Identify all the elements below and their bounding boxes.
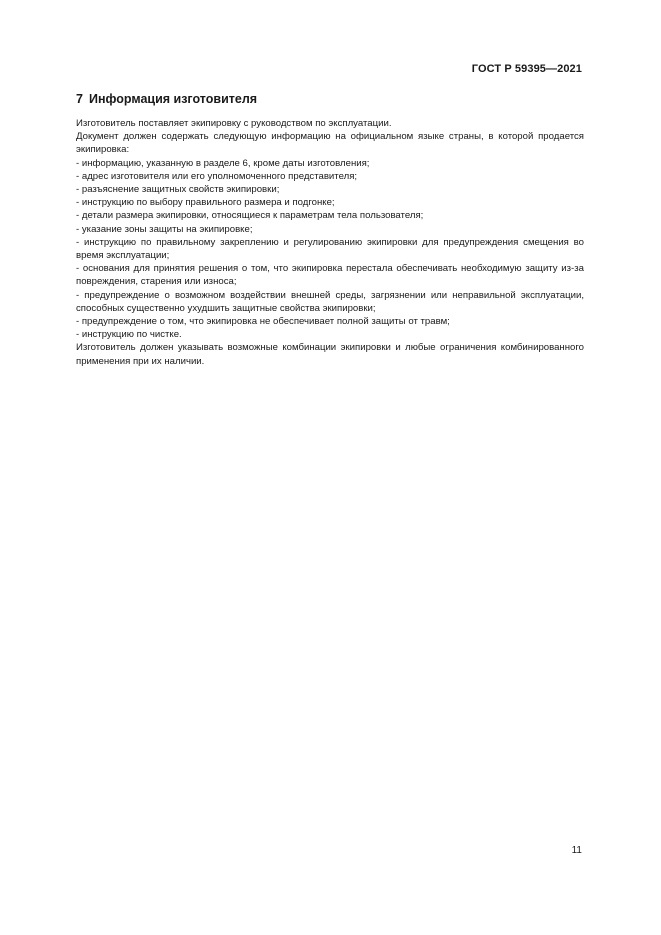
paragraph: Изготовитель поставляет экипировку с руководством по эксплуатации. (76, 118, 392, 129)
document-code: ГОСТ Р 59395—2021 (471, 63, 582, 75)
paragraph: Изготовитель должен указывать возможные комбинации экипировки и любые ограничения комбинированного применения при их наличии. (76, 342, 584, 367)
list-item: - разъяснение защитных свойств экипировки; (76, 184, 280, 196)
list-item: - указание зоны защиты на экипировке; (76, 223, 253, 235)
list-item: - инструкцию по выбору правильного размера и подгонке; (76, 197, 335, 209)
list-item: - детали размера экипировки, относящиеся к параметрам тела пользователя; (76, 210, 424, 222)
list-item: - инструкцию по чистке. (76, 329, 182, 341)
page-number: 11 (571, 845, 582, 856)
section-body (76, 117, 584, 368)
list-item: - предупреждение о том, что экипировка не обеспечивает полной защиты от травм; (76, 316, 450, 328)
section-title: Информация изготовителя (88, 92, 258, 106)
list-item: - адрес изготовителя или его уполномоченного представителя; (76, 170, 358, 182)
list-item: - инструкцию по правильному закреплению и регулированию экипировки для предупреждения смещения во время эксплуатации; (76, 236, 584, 262)
section-number: 7 (76, 92, 83, 106)
list-item: - основания для принятия решения о том, что экипировка перестала обеспечивать необходимую защиту из-за повреждения, старения или износа; (76, 263, 584, 288)
list-item: - информацию, указанную в разделе 6, кроме даты изготовления; (76, 157, 370, 169)
list-item: - предупреждение о возможном воздействии внешней среды, загрязнении или неправильной эксплуатации, способных существенно ухудшить защитные свойства экипировки; (76, 289, 584, 314)
section-heading (76, 92, 257, 106)
paragraph: Документ должен содержать следующую информацию на официальном языке страны, в которой продается экипировка: (76, 131, 584, 156)
